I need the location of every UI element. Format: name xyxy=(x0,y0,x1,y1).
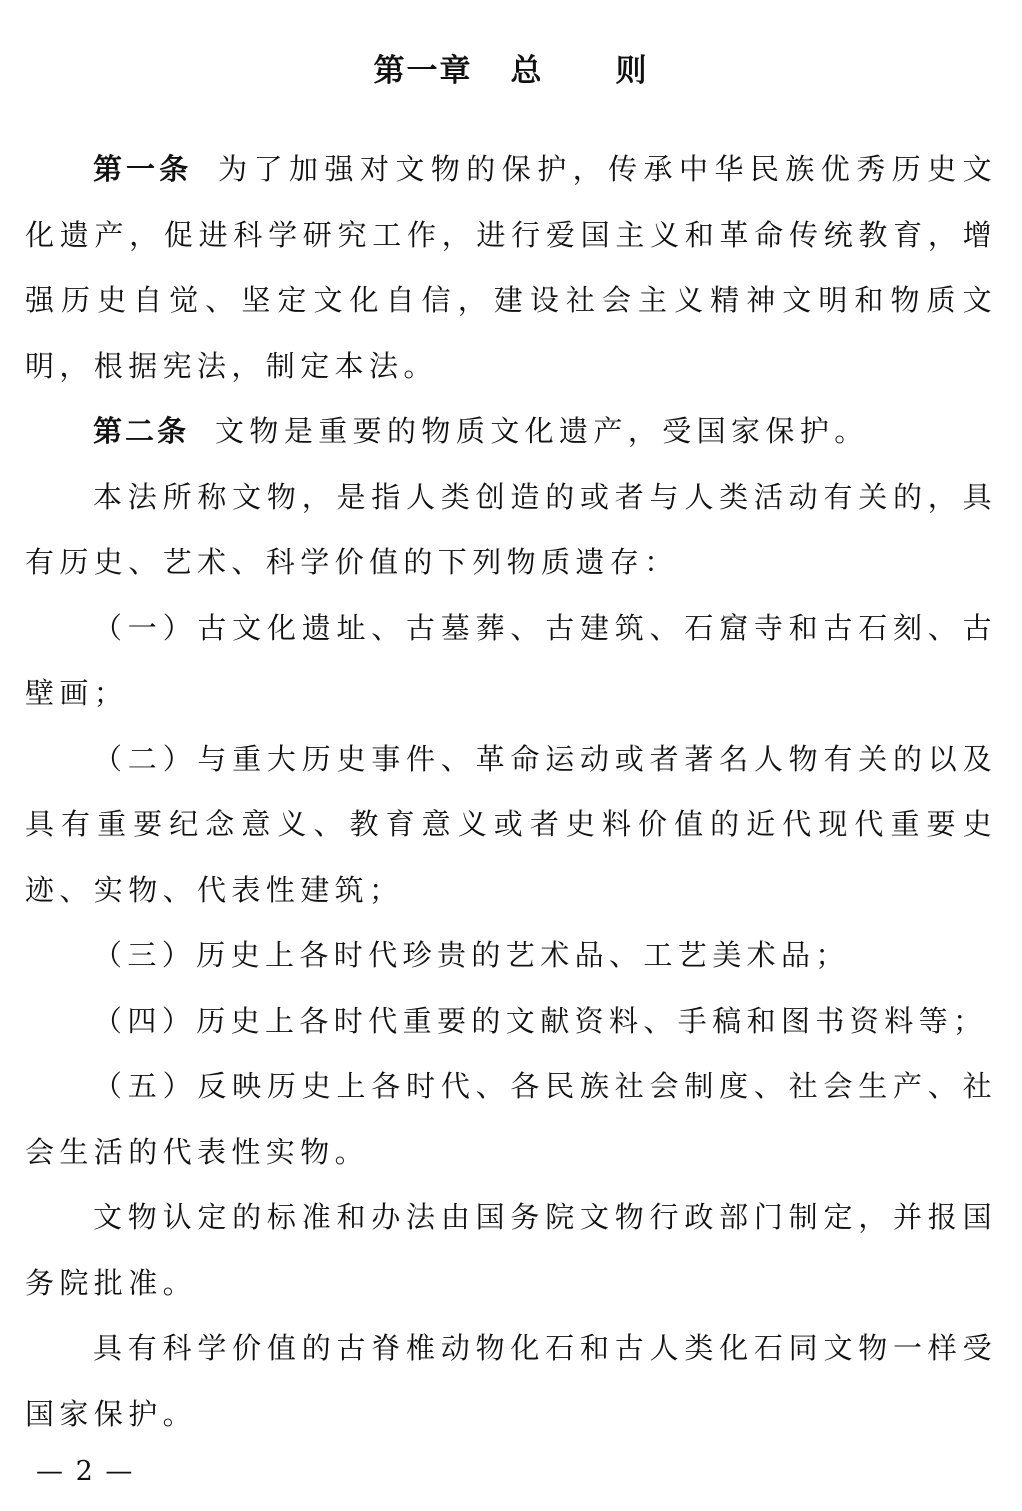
list-item-2: （二）与重大历史事件、革命运动或者著名人物有关的以及具有重要纪念意义、教育意义或者史料价值的近代现代重要史迹、实物、代表性建筑； xyxy=(25,741,997,907)
list-item-5: （五）反映历史上各时代、各民族社会制度、社会生产、社会生活的代表性实物。 xyxy=(25,1069,997,1169)
article-2-paragraph xyxy=(25,399,997,465)
page-number: — 2 — xyxy=(36,1456,135,1487)
article-2-definition: 本法所称文物，是指人类创造的或者与人类活动有关的，具有历史、艺术、科学价值的下列物质遗存： xyxy=(25,479,997,579)
list-item-1: （一）古文化遗址、古墓葬、古建筑、石窟寺和古石刻、古壁画； xyxy=(25,610,997,710)
article-2-text: 文物是重要的物质文化遗产，受国家保护。 xyxy=(215,414,869,448)
article-1-text: 为了加强对文物的保护，传承中华民族优秀历史文化遗产，促进科学研究工作，进行爱国主义和革命传统教育，增强历史自觉、坚定文化自信，建设社会主义精神文明和物质文明，根据宪法，制定本法。 xyxy=(25,152,997,383)
chapter-number: 第一章 xyxy=(373,53,473,89)
list-item-4: （四）历史上各时代重要的文献资料、手稿和图书资料等； xyxy=(93,1003,988,1038)
list-item-3: （三）历史上各时代珍贵的艺术品、工艺美术品； xyxy=(93,938,850,972)
article-1-number: 第一条 xyxy=(93,152,193,186)
law-body xyxy=(25,137,997,1447)
article-2-standard: 文物认定的标准和办法由国务院文物行政部门制定，并报国务院批准。 xyxy=(25,1200,997,1300)
article-1-paragraph xyxy=(25,137,997,399)
chapter-title-first-char: 总 xyxy=(510,53,544,89)
chapter-title-second-char: 则 xyxy=(615,53,649,89)
article-2-number: 第二条 xyxy=(93,414,190,448)
chapter-heading xyxy=(0,48,1022,94)
article-2-fossils: 具有科学价值的古脊椎动物化石和古人类化石同文物一样受国家保护。 xyxy=(25,1331,997,1431)
